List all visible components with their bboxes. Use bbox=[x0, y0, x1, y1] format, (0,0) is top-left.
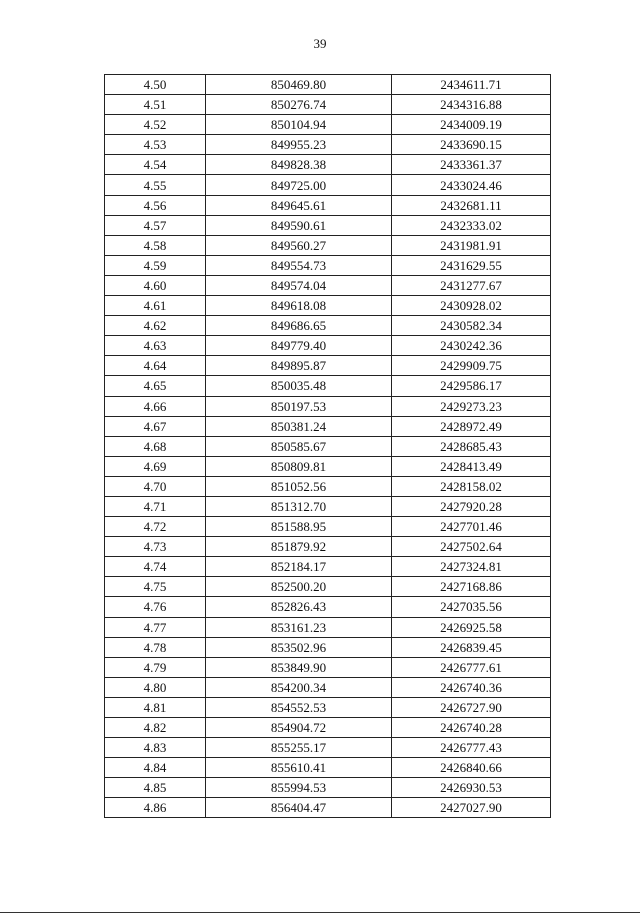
x-coordinate-cell: 851052.56 bbox=[206, 476, 392, 496]
table-row bbox=[105, 637, 551, 657]
table-row bbox=[105, 537, 551, 557]
y-coordinate-cell: 2426727.90 bbox=[392, 697, 551, 717]
point-number-cell: 4.57 bbox=[105, 215, 206, 235]
x-coordinate-cell: 850809.81 bbox=[206, 456, 392, 476]
point-number-cell: 4.76 bbox=[105, 597, 206, 617]
point-number-cell: 4.77 bbox=[105, 617, 206, 637]
y-coordinate-cell: 2432333.02 bbox=[392, 215, 551, 235]
x-coordinate-cell: 851588.95 bbox=[206, 517, 392, 537]
x-coordinate-cell: 852826.43 bbox=[206, 597, 392, 617]
point-number-cell: 4.75 bbox=[105, 577, 206, 597]
table-row bbox=[105, 436, 551, 456]
table-row bbox=[105, 456, 551, 476]
point-number-cell: 4.69 bbox=[105, 456, 206, 476]
y-coordinate-cell: 2427324.81 bbox=[392, 557, 551, 577]
table-row bbox=[105, 758, 551, 778]
table-row bbox=[105, 577, 551, 597]
x-coordinate-cell: 849955.23 bbox=[206, 135, 392, 155]
x-coordinate-cell: 850035.48 bbox=[206, 376, 392, 396]
point-number-cell: 4.51 bbox=[105, 95, 206, 115]
table-row bbox=[105, 476, 551, 496]
y-coordinate-cell: 2427920.28 bbox=[392, 496, 551, 516]
point-number-cell: 4.64 bbox=[105, 356, 206, 376]
x-coordinate-cell: 850585.67 bbox=[206, 436, 392, 456]
y-coordinate-cell: 2426930.53 bbox=[392, 778, 551, 798]
y-coordinate-cell: 2433024.46 bbox=[392, 175, 551, 195]
table-row bbox=[105, 697, 551, 717]
y-coordinate-cell: 2428685.43 bbox=[392, 436, 551, 456]
table-row bbox=[105, 95, 551, 115]
point-number-cell: 4.59 bbox=[105, 255, 206, 275]
table-row bbox=[105, 778, 551, 798]
x-coordinate-cell: 849560.27 bbox=[206, 235, 392, 255]
point-number-cell: 4.54 bbox=[105, 155, 206, 175]
table-row bbox=[105, 496, 551, 516]
point-number-cell: 4.66 bbox=[105, 396, 206, 416]
x-coordinate-cell: 855994.53 bbox=[206, 778, 392, 798]
table-row bbox=[105, 155, 551, 175]
x-coordinate-cell: 849779.40 bbox=[206, 336, 392, 356]
x-coordinate-cell: 849725.00 bbox=[206, 175, 392, 195]
x-coordinate-cell: 851879.92 bbox=[206, 537, 392, 557]
y-coordinate-cell: 2432681.11 bbox=[392, 195, 551, 215]
table-row bbox=[105, 135, 551, 155]
y-coordinate-cell: 2431981.91 bbox=[392, 235, 551, 255]
page-bottom-edge bbox=[0, 912, 640, 913]
y-coordinate-cell: 2433690.15 bbox=[392, 135, 551, 155]
y-coordinate-cell: 2434611.71 bbox=[392, 75, 551, 95]
table-row bbox=[105, 175, 551, 195]
coordinates-table-body bbox=[105, 75, 551, 818]
table-row bbox=[105, 75, 551, 95]
point-number-cell: 4.61 bbox=[105, 296, 206, 316]
y-coordinate-cell: 2427027.90 bbox=[392, 798, 551, 818]
point-number-cell: 4.67 bbox=[105, 416, 206, 436]
table-row bbox=[105, 255, 551, 275]
point-number-cell: 4.70 bbox=[105, 476, 206, 496]
point-number-cell: 4.65 bbox=[105, 376, 206, 396]
point-number-cell: 4.55 bbox=[105, 175, 206, 195]
table-row bbox=[105, 557, 551, 577]
point-number-cell: 4.58 bbox=[105, 235, 206, 255]
x-coordinate-cell: 849895.87 bbox=[206, 356, 392, 376]
y-coordinate-cell: 2428972.49 bbox=[392, 416, 551, 436]
x-coordinate-cell: 851312.70 bbox=[206, 496, 392, 516]
y-coordinate-cell: 2426740.36 bbox=[392, 677, 551, 697]
table-row bbox=[105, 115, 551, 135]
y-coordinate-cell: 2427502.64 bbox=[392, 537, 551, 557]
point-number-cell: 4.73 bbox=[105, 537, 206, 557]
coordinates-table bbox=[104, 74, 551, 818]
x-coordinate-cell: 852184.17 bbox=[206, 557, 392, 577]
y-coordinate-cell: 2433361.37 bbox=[392, 155, 551, 175]
point-number-cell: 4.74 bbox=[105, 557, 206, 577]
y-coordinate-cell: 2427701.46 bbox=[392, 517, 551, 537]
point-number-cell: 4.72 bbox=[105, 517, 206, 537]
x-coordinate-cell: 850197.53 bbox=[206, 396, 392, 416]
point-number-cell: 4.84 bbox=[105, 758, 206, 778]
point-number-cell: 4.62 bbox=[105, 316, 206, 336]
table-row bbox=[105, 597, 551, 617]
y-coordinate-cell: 2431629.55 bbox=[392, 255, 551, 275]
x-coordinate-cell: 853502.96 bbox=[206, 637, 392, 657]
x-coordinate-cell: 853161.23 bbox=[206, 617, 392, 637]
table-row bbox=[105, 738, 551, 758]
x-coordinate-cell: 853849.90 bbox=[206, 657, 392, 677]
point-number-cell: 4.68 bbox=[105, 436, 206, 456]
point-number-cell: 4.80 bbox=[105, 677, 206, 697]
x-coordinate-cell: 854904.72 bbox=[206, 718, 392, 738]
y-coordinate-cell: 2434316.88 bbox=[392, 95, 551, 115]
y-coordinate-cell: 2426777.43 bbox=[392, 738, 551, 758]
point-number-cell: 4.53 bbox=[105, 135, 206, 155]
point-number-cell: 4.85 bbox=[105, 778, 206, 798]
y-coordinate-cell: 2426840.66 bbox=[392, 758, 551, 778]
point-number-cell: 4.86 bbox=[105, 798, 206, 818]
y-coordinate-cell: 2429909.75 bbox=[392, 356, 551, 376]
y-coordinate-cell: 2427035.56 bbox=[392, 597, 551, 617]
y-coordinate-cell: 2430582.34 bbox=[392, 316, 551, 336]
x-coordinate-cell: 849554.73 bbox=[206, 255, 392, 275]
table-row bbox=[105, 677, 551, 697]
y-coordinate-cell: 2431277.67 bbox=[392, 275, 551, 295]
x-coordinate-cell: 850276.74 bbox=[206, 95, 392, 115]
x-coordinate-cell: 854552.53 bbox=[206, 697, 392, 717]
table-row bbox=[105, 718, 551, 738]
x-coordinate-cell: 849618.08 bbox=[206, 296, 392, 316]
x-coordinate-cell: 850104.94 bbox=[206, 115, 392, 135]
point-number-cell: 4.81 bbox=[105, 697, 206, 717]
x-coordinate-cell: 849590.61 bbox=[206, 215, 392, 235]
y-coordinate-cell: 2427168.86 bbox=[392, 577, 551, 597]
point-number-cell: 4.78 bbox=[105, 637, 206, 657]
table-row bbox=[105, 798, 551, 818]
table-row bbox=[105, 296, 551, 316]
x-coordinate-cell: 855610.41 bbox=[206, 758, 392, 778]
x-coordinate-cell: 849828.38 bbox=[206, 155, 392, 175]
table-row bbox=[105, 657, 551, 677]
x-coordinate-cell: 849645.61 bbox=[206, 195, 392, 215]
x-coordinate-cell: 856404.47 bbox=[206, 798, 392, 818]
point-number-cell: 4.52 bbox=[105, 115, 206, 135]
table-row bbox=[105, 275, 551, 295]
table-row bbox=[105, 376, 551, 396]
x-coordinate-cell: 849686.65 bbox=[206, 316, 392, 336]
y-coordinate-cell: 2430928.02 bbox=[392, 296, 551, 316]
point-number-cell: 4.63 bbox=[105, 336, 206, 356]
table-row bbox=[105, 215, 551, 235]
table-row bbox=[105, 336, 551, 356]
x-coordinate-cell: 850469.80 bbox=[206, 75, 392, 95]
y-coordinate-cell: 2429273.23 bbox=[392, 396, 551, 416]
table-row bbox=[105, 517, 551, 537]
table-row bbox=[105, 316, 551, 336]
point-number-cell: 4.71 bbox=[105, 496, 206, 516]
y-coordinate-cell: 2426777.61 bbox=[392, 657, 551, 677]
table-row bbox=[105, 617, 551, 637]
point-number-cell: 4.79 bbox=[105, 657, 206, 677]
point-number-cell: 4.50 bbox=[105, 75, 206, 95]
table-row bbox=[105, 396, 551, 416]
y-coordinate-cell: 2434009.19 bbox=[392, 115, 551, 135]
x-coordinate-cell: 850381.24 bbox=[206, 416, 392, 436]
table-row bbox=[105, 235, 551, 255]
point-number-cell: 4.82 bbox=[105, 718, 206, 738]
x-coordinate-cell: 852500.20 bbox=[206, 577, 392, 597]
y-coordinate-cell: 2426925.58 bbox=[392, 617, 551, 637]
table-row bbox=[105, 195, 551, 215]
point-number-cell: 4.56 bbox=[105, 195, 206, 215]
y-coordinate-cell: 2429586.17 bbox=[392, 376, 551, 396]
table-row bbox=[105, 356, 551, 376]
y-coordinate-cell: 2430242.36 bbox=[392, 336, 551, 356]
point-number-cell: 4.83 bbox=[105, 738, 206, 758]
point-number-cell: 4.60 bbox=[105, 275, 206, 295]
x-coordinate-cell: 855255.17 bbox=[206, 738, 392, 758]
x-coordinate-cell: 849574.04 bbox=[206, 275, 392, 295]
y-coordinate-cell: 2426740.28 bbox=[392, 718, 551, 738]
y-coordinate-cell: 2426839.45 bbox=[392, 637, 551, 657]
y-coordinate-cell: 2428413.49 bbox=[392, 456, 551, 476]
y-coordinate-cell: 2428158.02 bbox=[392, 476, 551, 496]
x-coordinate-cell: 854200.34 bbox=[206, 677, 392, 697]
page-number: 39 bbox=[313, 36, 327, 51]
table-row bbox=[105, 416, 551, 436]
